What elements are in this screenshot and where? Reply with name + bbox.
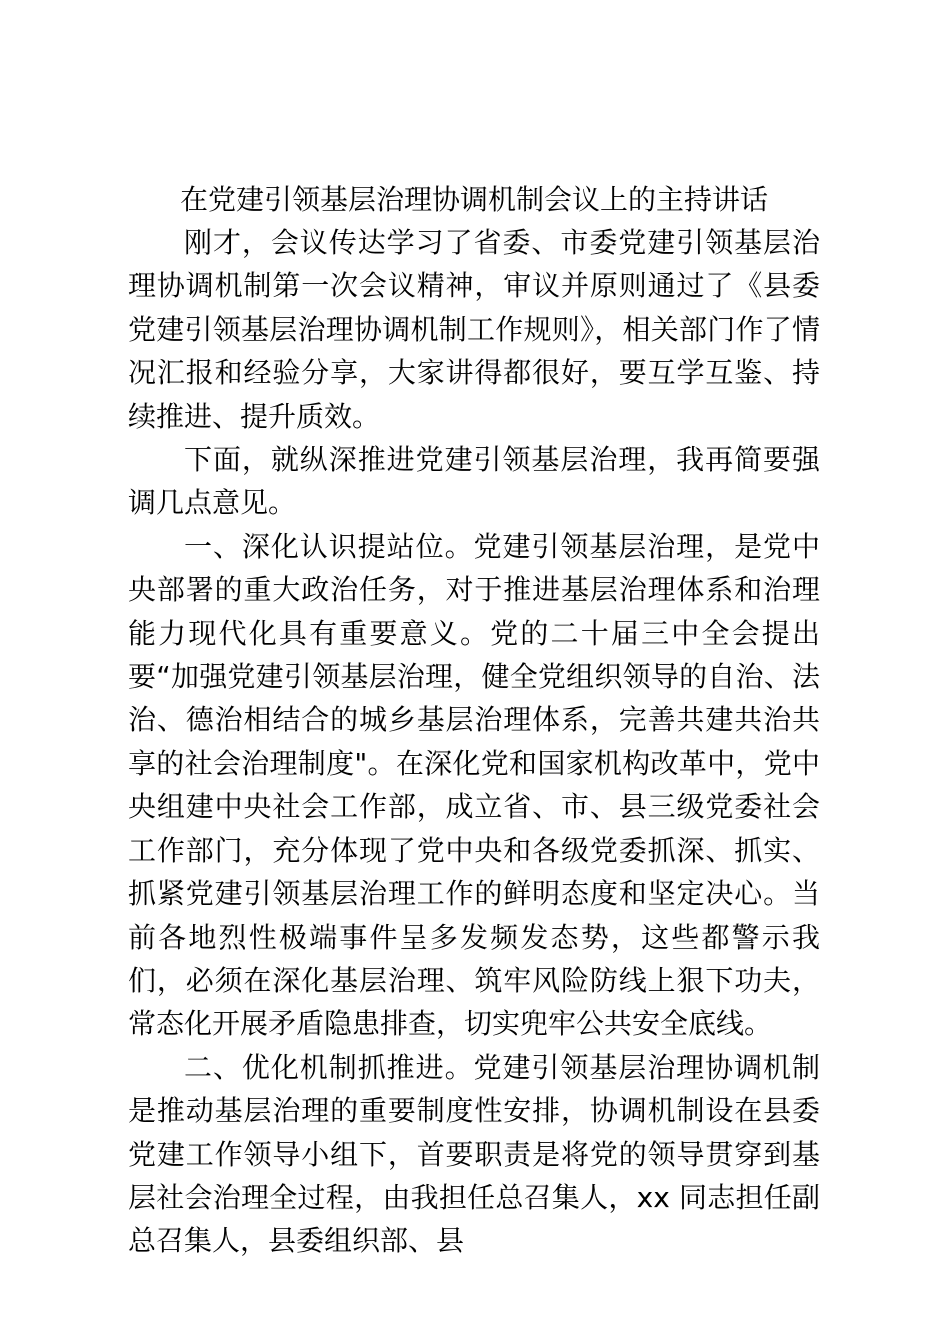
document-title: 在党建引领基层治理协调机制会议上的主持讲话 bbox=[179, 183, 768, 216]
paragraph-section-two: 二、优化机制抓推进。党建引领基层治理协调机制是推动基层治理的重要制度性安排，协调机制设在县委党建工作领导小组下，首要职责是将党的领导贯穿到基层社会治理全过程，由我担任总召集人，xx 同志担任副总召集人，县委组织部、县 bbox=[128, 1050, 820, 1258]
paragraph-transition: 下面，就纵深推进党建引领基层治理，我再简要强调几点意见。 bbox=[128, 443, 820, 520]
document-page bbox=[128, 178, 820, 1263]
paragraph-section-one: 一、深化认识提站位。党建引领基层治理，是党中央部署的重大政治任务，对于推进基层治理体系和治理能力现代化具有重要意义。党的二十届三中全会提出要“加强党建引领基层治理，健全党组织领导的自治、法治、德治相结合的城乡基层治理体系，完善共建共治共享的社会治理制度"。在深化党和国家机构改革中，党中央组建中央社会工作部，成立省、市、县三级党委社会工作部门，充分体现了党中央和各级党委抓深、抓实、抓紧党建引领基层治理工作的鲜明态度和坚定决心。当前各地烈性极端事件呈多发频发态势，这些都警示我们，必须在深化基层治理、筑牢风险防线上狠下功夫，常态化开展矛盾隐患排查，切实兜牢公共安全底线。 bbox=[128, 529, 820, 1041]
paragraph-opening: 刚才，会议传达学习了省委、市委党建引领基层治理协调机制第一次会议精神，审议并原则通过了《县委党建引领基层治理协调机制工作规则》，相关部门作了情况汇报和经验分享，大家讲得都很好，要互学互鉴、持续推进、提升质效。 bbox=[128, 226, 820, 433]
